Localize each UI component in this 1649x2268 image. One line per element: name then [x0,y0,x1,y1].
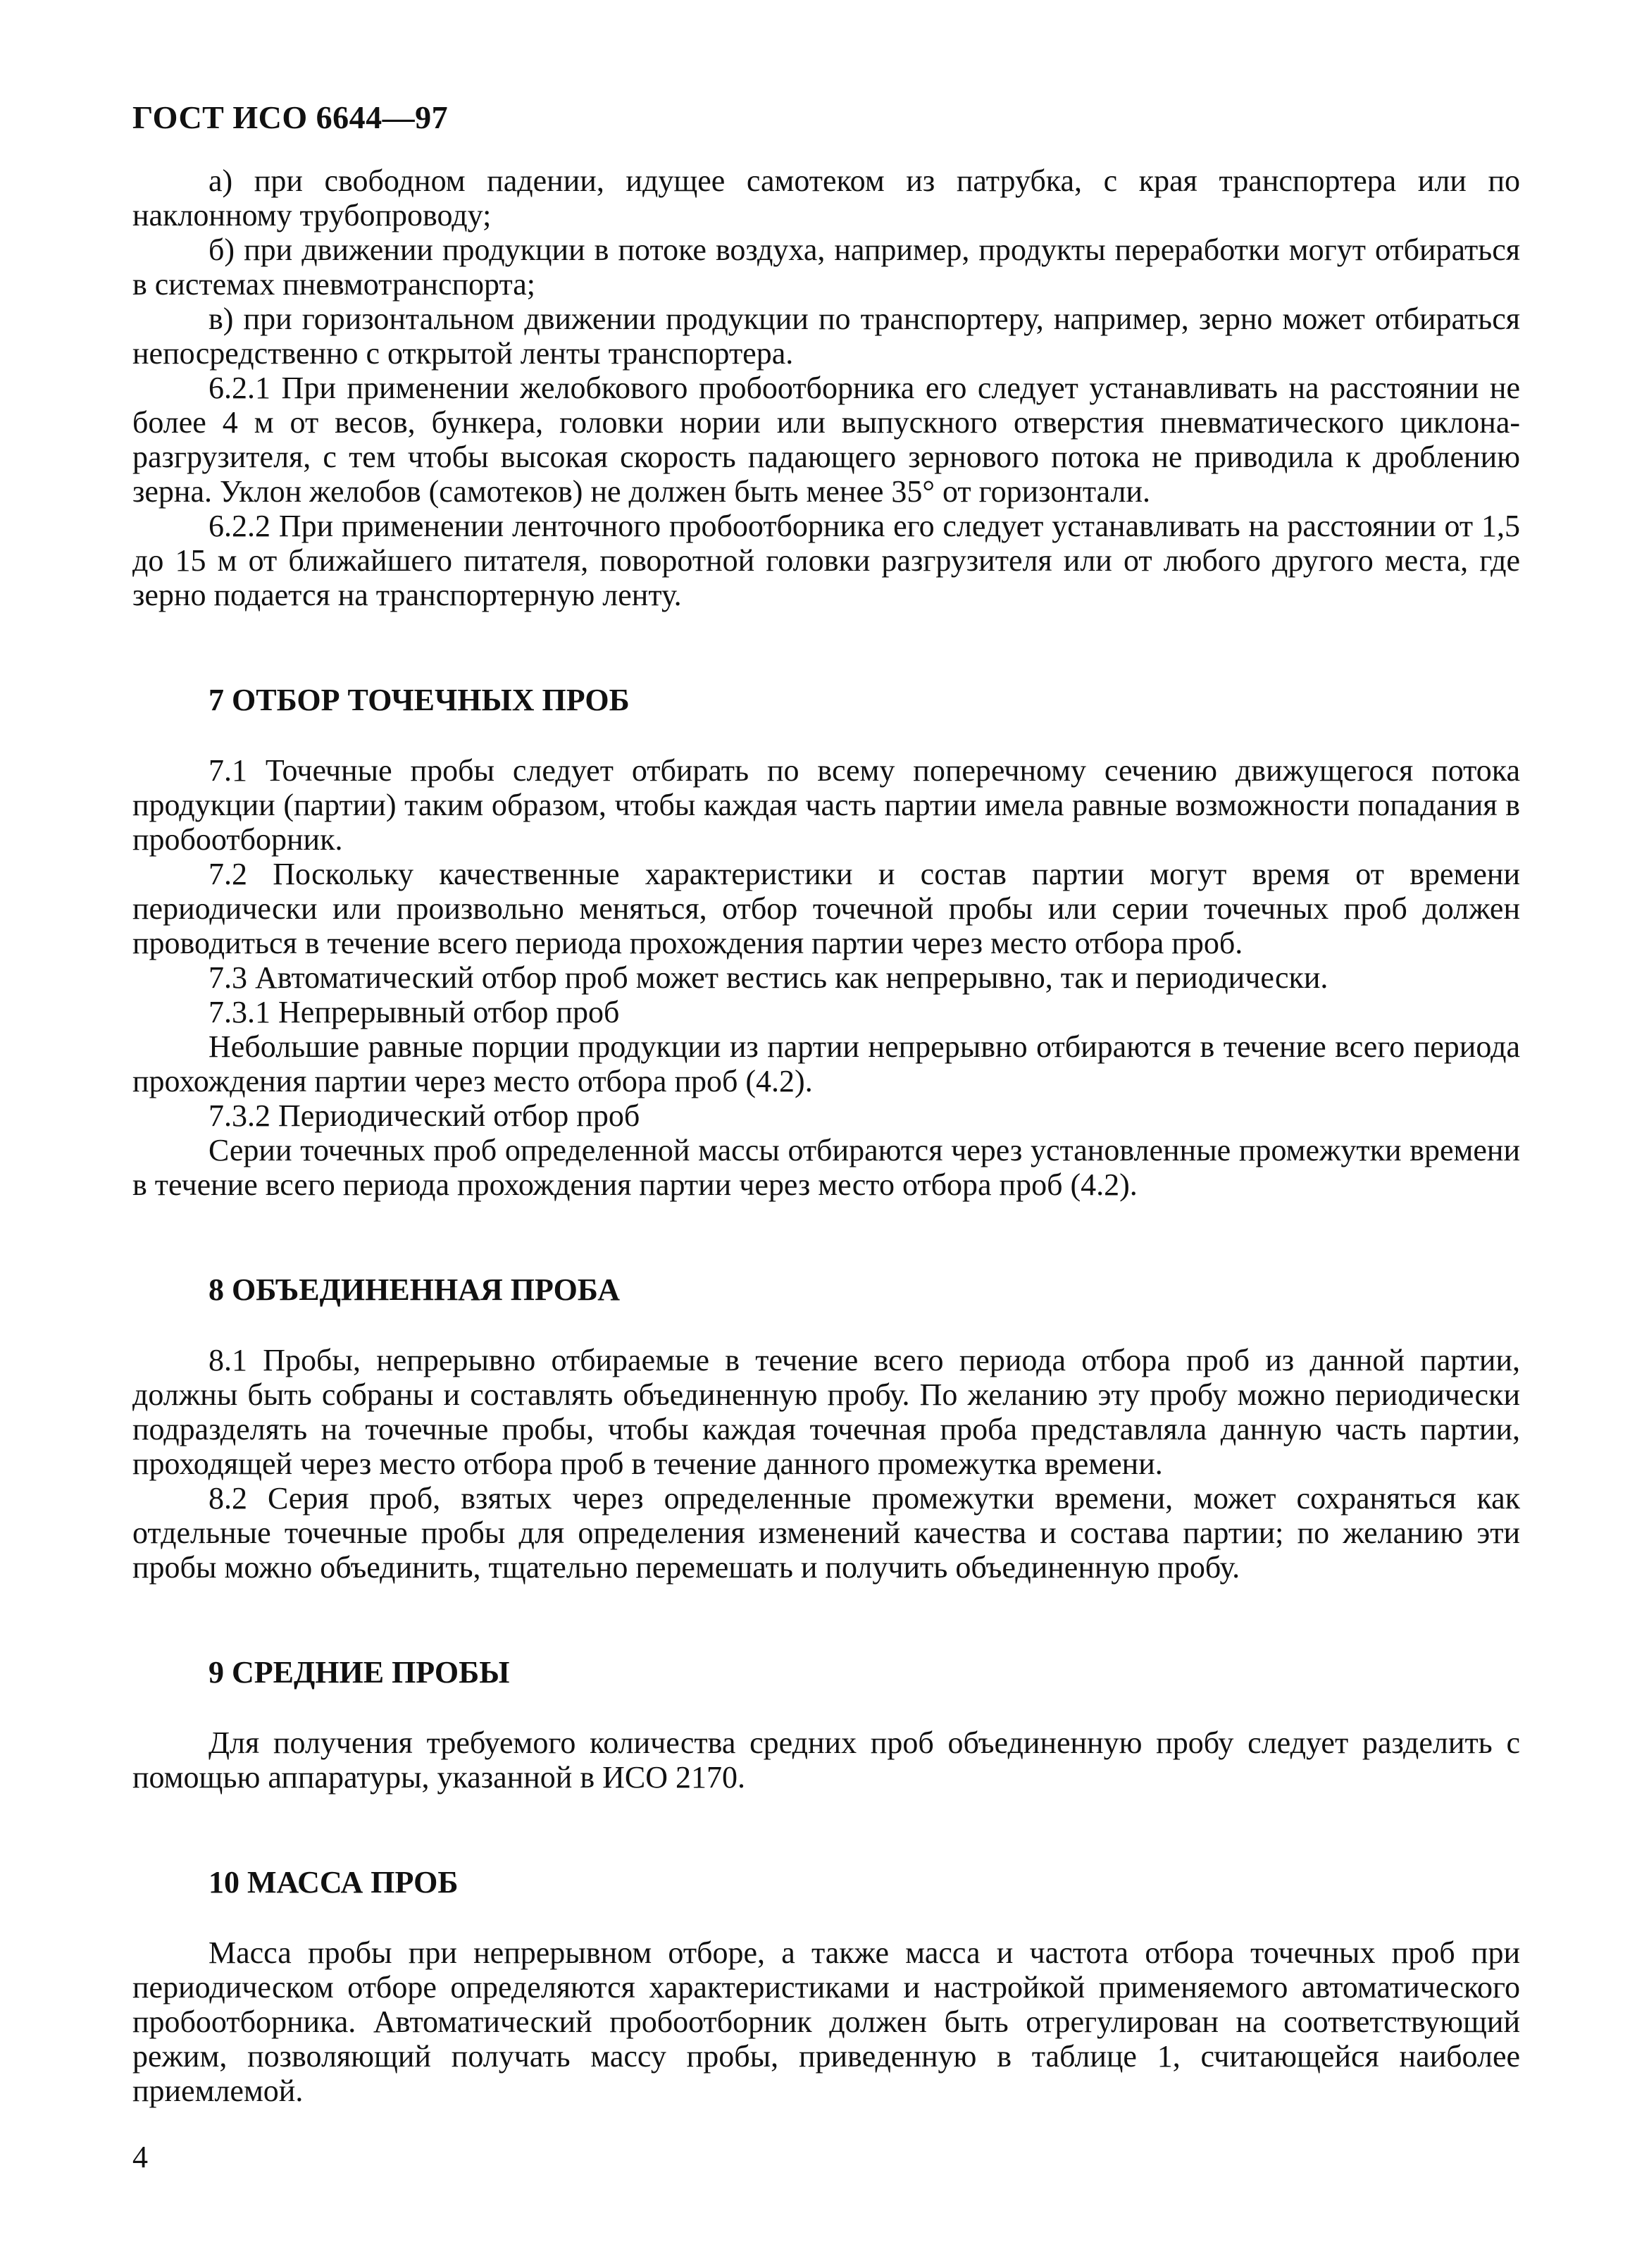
spacer [132,717,1520,753]
spacer [132,1307,1520,1343]
section-9-heading: 9 СРЕДНИЕ ПРОБЫ [209,1655,510,1690]
intro-item-c: в) при горизонтальном движении продукции по транспортеру, например, зерно может отбираться непосредственно с открытой ленты транспортера. [132,302,1520,371]
paragraph-6-2-2: 6.2.2 При применении ленточного пробоотборника его следует устанавливать на расстоянии от 1,5 до 15 м от ближайшего питателя, поворотной головки разгрузителя или от любого другого места, где зерно подается на транспортерную ленту. [132,509,1520,612]
paragraph-10: Масса пробы при непрерывном отборе, а также масса и частота отбора точечных проб при периодическом отборе определяются характеристиками и настройкой применяемого автоматического пробоотборника. Автоматический пробоотборник должен быть отрегулирован на соответствующий режим, позволяющий получать массу пробы, приведенную в таблице 1, считающейся наиболее приемлемой. [132,1935,1520,2108]
spacer [132,1585,1520,1655]
spacer [132,1900,1520,1935]
spacer [132,1690,1520,1725]
paragraph-6-2-1: 6.2.1 При применении желобкового пробоотборника его следует устанавливать на расстоянии не более 4 м от весов, бункера, головки нории или выпускного отверстия пневматического циклона-разгрузителя, с тем чтобы высокая скорость падающего зернового потока не приводила к дроблению зерна. Уклон желобов (самотеков) не должен быть менее 35° от горизонтали. [132,371,1520,509]
paragraph-7-1: 7.1 Точечные пробы следует отбирать по всему поперечному сечению движущегося потока продукции (партии) таким образом, чтобы каждая часть партии имела равные возможности попадания в пробоотборник. [132,753,1520,857]
spacer [132,612,1520,683]
intro-item-a: а) при свободном падении, идущее самотеком из патрубка, с края транспортера или по наклонному трубопроводу; [132,163,1520,233]
standard-header: ГОСТ ИСО 6644—97 [132,99,449,135]
subheading-7-3-1: 7.3.1 Непрерывный отбор проб [209,995,620,1029]
paragraph-7-3-2-body: Серии точечных проб определенной массы отбираются через установленные промежутки времени в течение всего периода прохождения партии через место отбора проб (4.2). [132,1133,1520,1202]
section-10-heading: 10 МАССА ПРОБ [209,1865,459,1900]
section-8-heading: 8 ОБЪЕДИНЕННАЯ ПРОБА [209,1272,621,1307]
paragraph-8-2: 8.2 Серия проб, взятых через определенные промежутки времени, может сохраняться как отдельные точечные пробы для определения изменений качества и состава партии; по желанию эти пробы можно объединить, тщательно перемешать и получить объединенную пробу. [132,1481,1520,1585]
subheading-7-3-2: 7.3.2 Периодический отбор проб [209,1098,640,1133]
paragraph-7-3: 7.3 Автоматический отбор проб может вестись как непрерывно, так и периодически. [209,960,1328,995]
paragraph-9: Для получения требуемого количества средних проб объединенную пробу следует разделить с помощью аппаратуры, указанной в ИСО 2170. [132,1725,1520,1795]
section-7-heading: 7 ОТБОР ТОЧЕЧНЫХ ПРОБ [209,683,630,717]
spacer [132,1795,1520,1865]
paragraph-7-2: 7.2 Поскольку качественные характеристики и состав партии могут время от времени периодически или произвольно меняться, отбор точечной пробы или серии точечных проб должен проводиться в течение всего периода прохождения партии через место отбора проб. [132,857,1520,960]
paragraph-8-1: 8.1 Пробы, непрерывно отбираемые в течение всего периода отбора проб из данной партии, должны быть собраны и составлять объединенную пробу. По желанию эту пробу можно периодически подразделять на точечные пробы, чтобы каждая точечная проба представляла данную часть партии, проходящей через место отбора проб в течение данного промежутка времени. [132,1343,1520,1481]
paragraph-7-3-1-body: Небольшие равные порции продукции из партии непрерывно отбираются в течение всего периода прохождения партии через место отбора проб (4.2). [132,1029,1520,1098]
intro-item-b: б) при движении продукции в потоке воздуха, например, продукты переработки могут отбираться в системах пневмотранспорта; [132,233,1520,302]
page-content [132,163,1520,2108]
page-number: 4 [132,2140,148,2174]
spacer [132,1202,1520,1272]
